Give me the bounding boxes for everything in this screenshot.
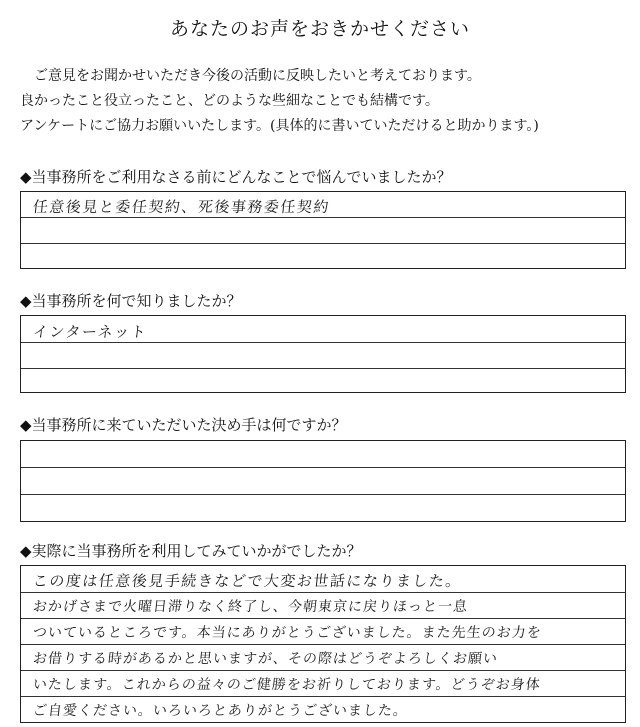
- ruled-line: [21, 243, 625, 244]
- answer-1-line-1: 任意後見と委任契約、死後事務委任契約: [32, 198, 331, 216]
- ruled-line: [21, 670, 625, 671]
- answer-4-line-6: ご自愛ください。いろいろとありがとうございました。: [32, 703, 409, 719]
- answer-4-line-2: おかげさまで火曜日滞りなく終了し、今朝東京に戻りほっと一息: [32, 599, 469, 615]
- page-title: あなたのお声をおきかせください: [169, 18, 470, 40]
- answer-2-line-1: インターネット: [32, 323, 149, 341]
- ruled-line: [21, 592, 625, 593]
- answer-box-3: [20, 440, 626, 522]
- answer-4-line-3: ついているところです。本当にありがとうございました。また先生のお力を: [32, 625, 543, 641]
- intro-line: アンケートにご協力お願いいたします。(具体的に書いていただけると助かります。): [20, 118, 539, 134]
- answer-4-line-5: いたします。これからの益々のご健勝をお祈りしております。どうぞお身体: [32, 677, 542, 693]
- question-2: ◆当事務所を何で知りましたか？: [20, 292, 242, 310]
- question-3: ◆当事務所に来ていただいた決め手は何ですか？: [20, 416, 347, 434]
- ruled-line: [21, 696, 625, 697]
- ruled-line: [21, 644, 625, 645]
- question-1: ◆当事務所をご利用なさる前にどんなことで悩んでいましたか？: [20, 168, 452, 186]
- intro-line: ご意見をお聞かせいただき今後の活動に反映したいと考えております。: [34, 68, 481, 84]
- ruled-line: [21, 467, 625, 468]
- ruled-line: [21, 494, 625, 495]
- answer-box-4: [20, 565, 626, 723]
- answer-4-line-1: この度は任意後見手続きなどで大変お世話になりました。: [32, 572, 463, 590]
- ruled-line: [21, 368, 625, 369]
- question-4: ◆実際に当事務所を利用してみていかがでしたか？: [20, 542, 362, 560]
- intro-text: [20, 64, 630, 139]
- ruled-line: [21, 618, 625, 619]
- ruled-line: [21, 342, 625, 343]
- answer-box-1: [20, 191, 626, 269]
- answer-box-2: [20, 315, 626, 393]
- ruled-line: [21, 217, 625, 218]
- intro-line: 良かったこと役立ったこと、どのような些細なことでも結構です。: [20, 93, 439, 109]
- answer-4-line-4: お借りする時があるかと思いますが、その際はどうぞよろしくお願い: [32, 651, 499, 667]
